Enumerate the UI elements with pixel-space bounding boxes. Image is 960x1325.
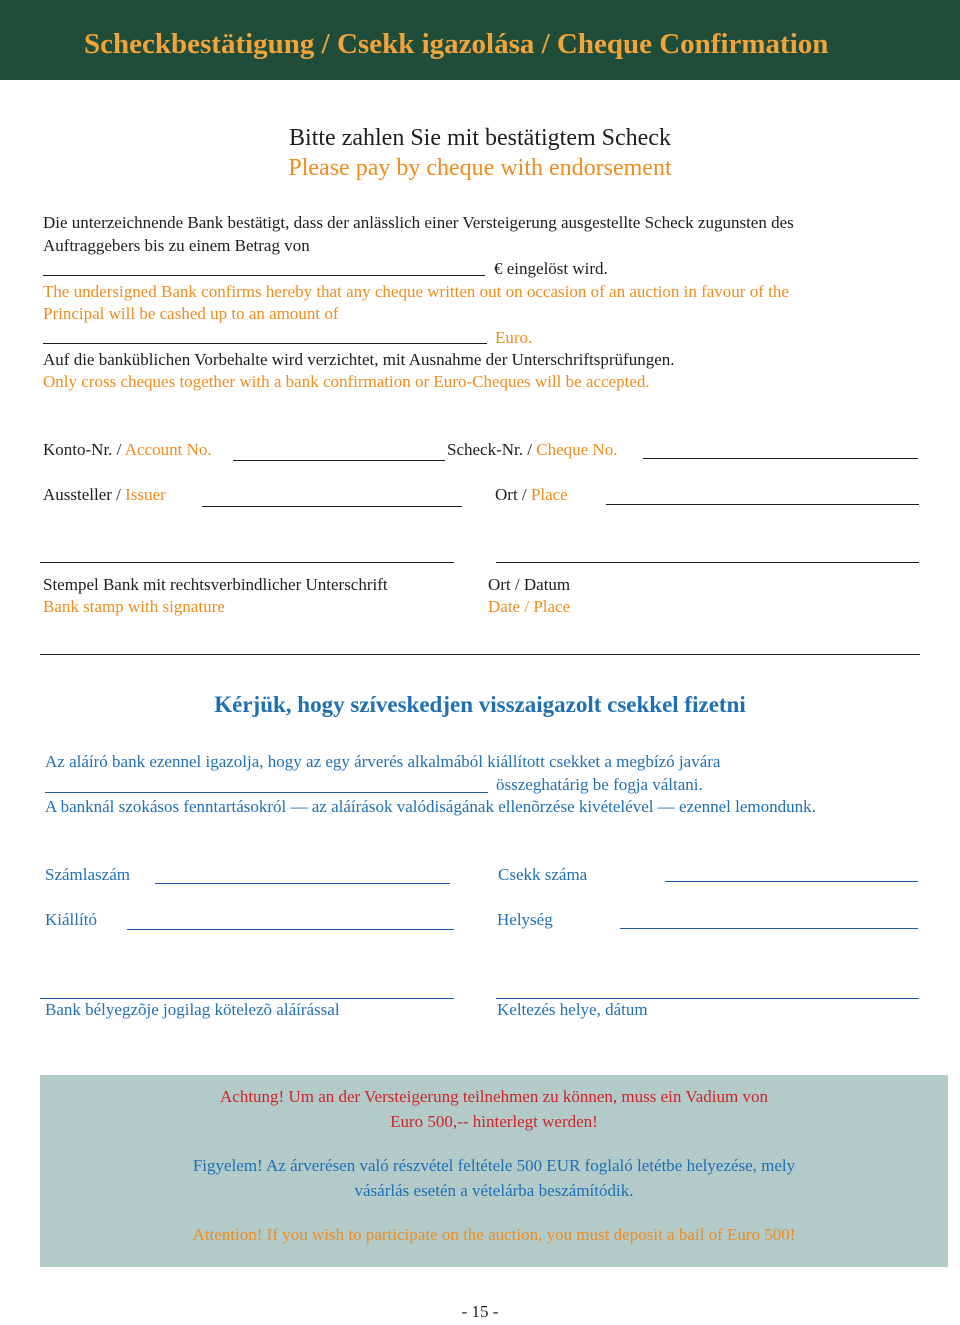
heading-de: Bitte zahlen Sie mit bestätigtem Scheck	[289, 125, 671, 151]
notice-box	[40, 1075, 948, 1267]
date-label-de: Ort / Datum	[488, 575, 571, 594]
amount-line-de[interactable]	[43, 275, 485, 276]
section-divider	[40, 654, 920, 655]
place-label: Ort / Place	[495, 485, 568, 504]
issuer-label: Aussteller / Issuer	[43, 485, 166, 504]
cheque-field[interactable]	[643, 458, 918, 459]
notice-de-line2: Euro 500,-- hinterlegt werden!	[390, 1112, 598, 1131]
para3-de: Auf die banküblichen Vorbehalte wird verzichtet, mit Ausnahme der Unterschriftsprüfungen.	[43, 350, 675, 369]
amount-line-en[interactable]	[43, 343, 487, 344]
hu-account-label: Számlaszám	[45, 865, 130, 884]
place-field[interactable]	[606, 504, 919, 505]
issuer-field[interactable]	[202, 506, 462, 507]
heading-en: Please pay by cheque with endorsement	[288, 155, 672, 181]
hu-para1-suffix: összeghatárig be fogja váltani.	[496, 775, 703, 794]
hu-account-field[interactable]	[155, 883, 450, 884]
hu-date-label: Keltezés helye, dátum	[497, 1000, 648, 1019]
page-title: Scheckbestätigung / Csekk igazolása / Cheque Confirmation	[84, 28, 829, 60]
hu-stamp-line[interactable]	[40, 998, 454, 999]
stamp-label-de: Stempel Bank mit rechtsverbindlicher Unterschrift	[43, 575, 388, 594]
notice-en-line: Attention! If you wish to participate on the auction, you must deposit a bail of Euro 500!	[192, 1225, 796, 1244]
date-place-line[interactable]	[496, 562, 919, 563]
notice-hu-line1: Figyelem! Az árverésen való részvétel feltétele 500 EUR foglaló letétbe helyezése, mely	[192, 1156, 796, 1175]
hu-date-line[interactable]	[496, 998, 919, 999]
hu-amount-line[interactable]	[45, 792, 488, 793]
hu-para2: A banknál szokásos fenntartásokról — az aláírások valódiságának ellenõrzése kivételével — ezennel lemondunk.	[45, 797, 816, 816]
header-bar	[0, 0, 960, 80]
account-label: Konto-Nr. / Account No.	[43, 440, 212, 459]
para2-line1: The undersigned Bank confirms hereby that any cheque written out on occasion of an auction in favour of the	[43, 282, 789, 301]
para2-line2: Principal will be cashed up to an amount of	[43, 304, 339, 323]
hu-cheque-label: Csekk száma	[498, 865, 588, 884]
hu-place-label: Helység	[497, 910, 553, 929]
hu-para1-line1: Az aláíró bank ezennel igazolja, hogy az egy árverés alkalmából kiállított csekket a megbízó javára	[45, 752, 721, 771]
heading-hu: Kérjük, hogy szíveskedjen visszaigazolt csekkel fizetni	[214, 692, 746, 717]
para1-line1: Die unterzeichnende Bank bestätigt, dass der anlässlich einer Versteigerung ausgestellte Scheck zugunsten des	[43, 213, 794, 232]
hu-stamp-label: Bank bélyegzõje jogilag kötelezõ aláírással	[45, 1000, 340, 1019]
stamp-label-en: Bank stamp with signature	[43, 597, 225, 616]
date-label-en: Date / Place	[488, 597, 571, 616]
account-field[interactable]	[233, 460, 445, 461]
para2-suffix: Euro.	[495, 328, 533, 347]
hu-cheque-field[interactable]	[665, 881, 918, 882]
hu-issuer-field[interactable]	[127, 929, 454, 930]
notice-hu-line2: vásárlás esetén a vételárba beszámítódik.	[354, 1181, 634, 1200]
hu-place-field[interactable]	[620, 928, 918, 929]
notice-de-line1: Achtung! Um an der Versteigerung teilnehmen zu können, muss ein Vadium von	[220, 1087, 768, 1106]
para1-suffix: € eingelöst wird.	[494, 259, 608, 278]
cheque-label: Scheck-Nr. / Cheque No.	[447, 440, 618, 459]
para3-en: Only cross cheques together with a bank confirmation or Euro-Cheques will be accepted.	[43, 372, 650, 391]
hu-issuer-label: Kiállító	[45, 910, 97, 929]
page-number: - 15 -	[461, 1302, 499, 1321]
stamp-signature-line[interactable]	[40, 562, 454, 563]
para1-line2: Auftraggebers bis zu einem Betrag von	[43, 236, 310, 255]
